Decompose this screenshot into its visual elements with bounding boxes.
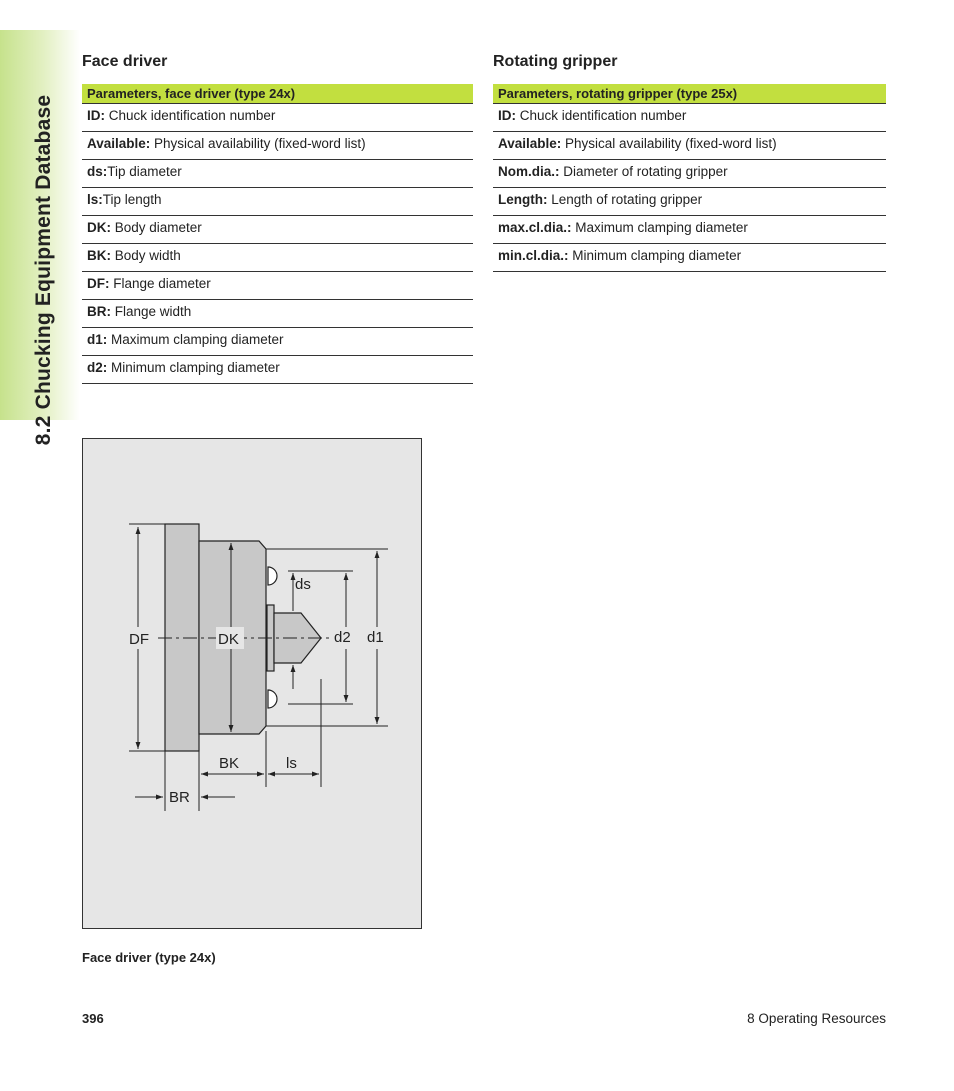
- param-desc: Flange diameter: [109, 276, 211, 291]
- label-d1: d1: [367, 629, 384, 646]
- param-key: ds:: [87, 164, 108, 179]
- param-desc: Maximum clamping diameter: [107, 332, 284, 347]
- table-row: [82, 104, 473, 132]
- table-row: [82, 272, 473, 300]
- param-desc: Chuck identification number: [105, 108, 276, 123]
- param-desc: Diameter of rotating gripper: [559, 164, 728, 179]
- label-bk: BK: [219, 755, 240, 772]
- param-key: BR:: [87, 304, 111, 319]
- label-d2: d2: [334, 629, 351, 646]
- figure-caption: Face driver (type 24x): [82, 950, 216, 965]
- table-row: [82, 188, 473, 216]
- param-key: d2:: [87, 360, 108, 375]
- table-row: [493, 104, 886, 132]
- label-br: BR: [169, 789, 190, 806]
- chapter-tab: [0, 30, 80, 446]
- label-ls: ls: [286, 755, 297, 772]
- param-key: DK:: [87, 220, 111, 235]
- param-key: Available:: [498, 136, 562, 151]
- param-desc: Chuck identification number: [516, 108, 687, 123]
- page-number: 396: [82, 1011, 104, 1026]
- param-desc: Body width: [111, 248, 181, 263]
- param-desc: Physical availability (fixed-word list): [561, 136, 777, 151]
- face-driver-section: [82, 52, 473, 384]
- param-key: DF:: [87, 276, 110, 291]
- label-dk: DK: [218, 631, 239, 648]
- param-desc: Body diameter: [111, 220, 202, 235]
- rotating-gripper-table: [493, 104, 886, 272]
- param-desc: Flange width: [111, 304, 192, 319]
- rotating-gripper-table-header: Parameters, rotating gripper (type 25x): [493, 84, 886, 104]
- footer-section-name: 8 Operating Resources: [747, 1011, 886, 1026]
- param-desc: Minimum clamping diameter: [568, 248, 742, 263]
- chapter-title: 8.2 Chucking Equipment Database: [32, 94, 55, 446]
- param-key: max.cl.dia.:: [498, 220, 572, 235]
- table-row: [82, 132, 473, 160]
- param-desc: Physical availability (fixed-word list): [150, 136, 366, 151]
- param-desc: Minimum clamping diameter: [107, 360, 280, 375]
- table-row: [82, 300, 473, 328]
- face-driver-drawing: [83, 439, 421, 928]
- table-row: [82, 244, 473, 272]
- param-desc: Maximum clamping diameter: [571, 220, 748, 235]
- face-driver-table: [82, 104, 473, 384]
- param-key: BK:: [87, 248, 111, 263]
- param-key: ls:: [87, 192, 103, 207]
- table-row: [82, 328, 473, 356]
- face-driver-heading: Face driver: [82, 53, 168, 70]
- table-row: [493, 216, 886, 244]
- rotating-gripper-heading: Rotating gripper: [493, 53, 618, 70]
- table-row: [493, 132, 886, 160]
- face-driver-diagram: [82, 438, 422, 929]
- label-df: DF: [129, 631, 149, 648]
- table-row: [493, 244, 886, 272]
- param-desc: Length of rotating gripper: [547, 192, 703, 207]
- param-key: ID:: [87, 108, 105, 123]
- label-ds: ds: [295, 576, 311, 593]
- param-desc: Tip length: [102, 192, 162, 207]
- table-row: [493, 188, 886, 216]
- param-key: d1:: [87, 332, 108, 347]
- param-key: Length:: [498, 192, 548, 207]
- table-row: [82, 160, 473, 188]
- face-driver-table-header: Parameters, face driver (type 24x): [82, 84, 473, 104]
- param-desc: Tip diameter: [107, 164, 182, 179]
- rotating-gripper-section: [493, 52, 886, 272]
- table-row: [493, 160, 886, 188]
- param-key: Nom.dia.:: [498, 164, 560, 179]
- table-row: [82, 216, 473, 244]
- param-key: Available:: [87, 136, 151, 151]
- param-key: min.cl.dia.:: [498, 248, 569, 263]
- table-row: [82, 356, 473, 384]
- param-key: ID:: [498, 108, 516, 123]
